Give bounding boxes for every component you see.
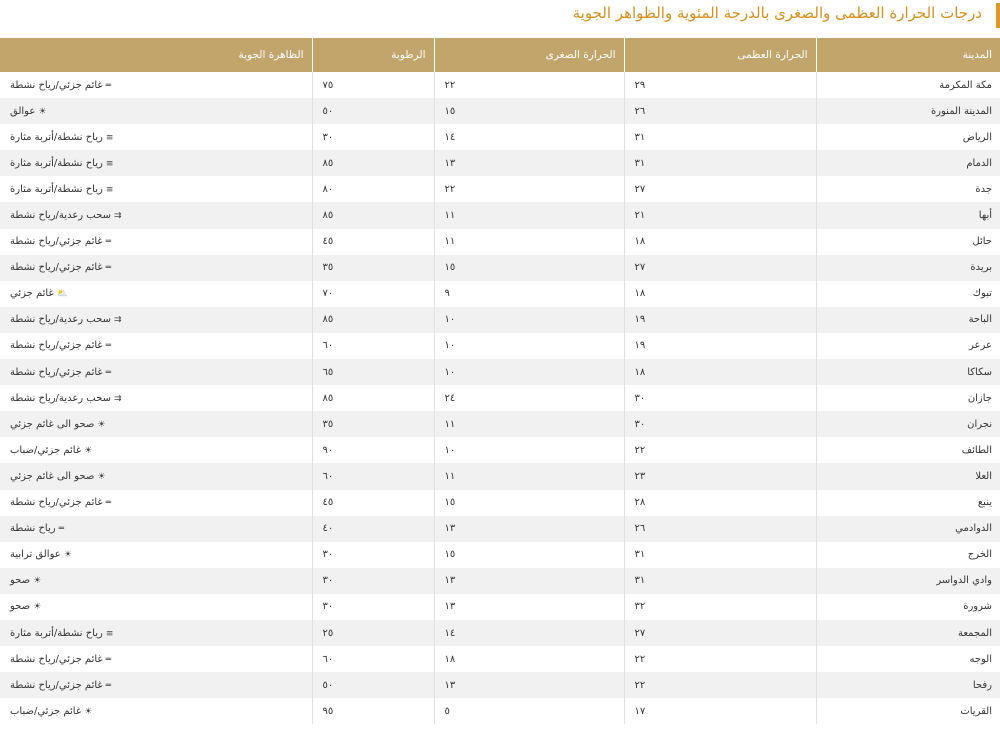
max-temp-cell: ٢٢ (624, 437, 816, 463)
max-temp-cell: ٢٢ (624, 672, 816, 698)
humidity-cell: ٣٠ (312, 542, 434, 568)
table-body (0, 72, 1000, 724)
table-row (0, 202, 1000, 228)
header-humidity: الرطوبة (312, 38, 434, 72)
weather-cell (0, 202, 312, 228)
table-row (0, 672, 1000, 698)
max-temp-cell: ٢١ (624, 202, 816, 228)
humidity-cell: ٦٠ (312, 463, 434, 489)
weather-text: غائم جزئي/رياح نشطة (10, 653, 103, 665)
max-temp-cell: ٣١ (624, 568, 816, 594)
sun-cloud-icon: ☀ (97, 471, 106, 482)
humidity-cell: ٣٥ (312, 255, 434, 281)
table-row (0, 490, 1000, 516)
table-row (0, 72, 1000, 98)
dust-icon: ≡ (105, 158, 114, 169)
min-temp-cell: ١٣ (434, 594, 624, 620)
city-cell: العلا (816, 463, 1000, 489)
header-weather: الظاهرة الجوية (0, 38, 312, 72)
humidity-cell: ٣٥ (312, 411, 434, 437)
weather-cell (0, 646, 312, 672)
humidity-cell: ٨٥ (312, 385, 434, 411)
weather-cell (0, 698, 312, 724)
thunder-wind-icon: ⇉ (113, 315, 122, 326)
min-temp-cell: ١٨ (434, 646, 624, 672)
humidity-cell: ٩٥ (312, 698, 434, 724)
city-cell: الخرج (816, 542, 1000, 568)
weather-text: غائم جزئي/رياح نشطة (10, 79, 103, 91)
max-temp-cell: ٣١ (624, 542, 816, 568)
max-temp-cell: ١٧ (624, 698, 816, 724)
weather-cell (0, 568, 312, 594)
max-temp-cell: ١٨ (624, 359, 816, 385)
humidity-cell: ٦٠ (312, 646, 434, 672)
humidity-cell: ٩٠ (312, 437, 434, 463)
city-cell: القريات (816, 698, 1000, 724)
max-temp-cell: ١٨ (624, 229, 816, 255)
weather-text: عوالق ترابية (10, 549, 61, 561)
weather-text: رياح نشطة/أتربة مثارة (10, 131, 103, 143)
weather-cell (0, 307, 312, 333)
weather-text: رياح نشطة (10, 523, 56, 535)
city-cell: جدة (816, 176, 1000, 202)
wind-icon: ═ (105, 263, 112, 274)
max-temp-cell: ٢٨ (624, 490, 816, 516)
min-temp-cell: ١٥ (434, 255, 624, 281)
max-temp-cell: ٢٣ (624, 463, 816, 489)
max-temp-cell: ١٩ (624, 307, 816, 333)
weather-text: غائم جزئي/رياح نشطة (10, 236, 103, 248)
max-temp-cell: ٣١ (624, 124, 816, 150)
sun-haze-icon: ☀ (63, 550, 72, 561)
humidity-cell: ٨٥ (312, 307, 434, 333)
min-temp-cell: ١٠ (434, 307, 624, 333)
max-temp-cell: ١٨ (624, 281, 816, 307)
max-temp-cell: ٢٧ (624, 176, 816, 202)
table-row (0, 281, 1000, 307)
weather-cell (0, 229, 312, 255)
weather-text: غائم جزئي/رياح نشطة (10, 262, 103, 274)
max-temp-cell: ٢٧ (624, 255, 816, 281)
humidity-cell: ٧٥ (312, 72, 434, 98)
wind-icon: ═ (105, 680, 112, 691)
min-temp-cell: ١٠ (434, 437, 624, 463)
city-cell: حائل (816, 229, 1000, 255)
weather-text: رياح نشطة/أتربة مثارة (10, 627, 103, 639)
weather-text: غائم جزئي/ضباب (10, 705, 82, 717)
max-temp-cell: ٢٦ (624, 98, 816, 124)
table-row (0, 255, 1000, 281)
weather-cell (0, 72, 312, 98)
weather-text: صحو الى غائم جزئي (10, 470, 95, 482)
weather-cell (0, 333, 312, 359)
city-cell: أبها (816, 202, 1000, 228)
humidity-cell: ٢٥ (312, 620, 434, 646)
table-row (0, 176, 1000, 202)
weather-text: غائم جزئي/رياح نشطة (10, 679, 103, 691)
table-row (0, 620, 1000, 646)
table-row (0, 463, 1000, 489)
thunder-wind-icon: ⇉ (113, 211, 122, 222)
weather-text: عوالق (10, 105, 36, 117)
sun-cloud-icon: ☀ (97, 419, 106, 430)
city-cell: سكاكا (816, 359, 1000, 385)
thunder-wind-icon: ⇉ (113, 393, 122, 404)
weather-cell (0, 672, 312, 698)
weather-text: غائم جزئي/رياح نشطة (10, 340, 103, 352)
wind-icon: ═ (58, 524, 64, 535)
sun-icon: ☀ (33, 576, 42, 587)
weather-cell (0, 124, 312, 150)
weather-text: صحو (10, 575, 31, 587)
sun-icon: ☀ (33, 602, 42, 613)
min-temp-cell: ١٤ (434, 620, 624, 646)
max-temp-cell: ٢٢ (624, 646, 816, 672)
weather-cell (0, 490, 312, 516)
city-cell: الوجه (816, 646, 1000, 672)
max-temp-cell: ٢٧ (624, 620, 816, 646)
humidity-cell: ٤٥ (312, 490, 434, 516)
title-accent-bar (996, 3, 1000, 28)
weather-text: سحب رعدية/رياح نشطة (10, 392, 111, 404)
wind-icon: ═ (105, 367, 112, 378)
min-temp-cell: ١٥ (434, 98, 624, 124)
min-temp-cell: ٩ (434, 281, 624, 307)
table-row (0, 307, 1000, 333)
min-temp-cell: ١٠ (434, 359, 624, 385)
min-temp-cell: ١٠ (434, 333, 624, 359)
city-cell: المجمعة (816, 620, 1000, 646)
table-row (0, 594, 1000, 620)
weather-text: رياح نشطة/أتربة مثارة (10, 157, 103, 169)
humidity-cell: ٧٠ (312, 281, 434, 307)
min-temp-cell: ١١ (434, 202, 624, 228)
header-min-temp: الحرارة الصغرى (434, 38, 624, 72)
humidity-cell: ٣٠ (312, 568, 434, 594)
min-temp-cell: ٢٤ (434, 385, 624, 411)
dust-icon: ≡ (105, 132, 114, 143)
city-cell: مكة المكرمة (816, 72, 1000, 98)
wind-icon: ═ (105, 341, 112, 352)
city-cell: الدوادمي (816, 516, 1000, 542)
table-row (0, 150, 1000, 176)
fog-icon: ☀ (84, 706, 93, 717)
dust-icon: ≡ (105, 628, 114, 639)
humidity-cell: ٨٠ (312, 176, 434, 202)
table-row (0, 333, 1000, 359)
min-temp-cell: ١٣ (434, 672, 624, 698)
weather-cell (0, 516, 312, 542)
humidity-cell: ٥٠ (312, 672, 434, 698)
city-cell: شرورة (816, 594, 1000, 620)
weather-cell (0, 150, 312, 176)
humidity-cell: ٦٠ (312, 333, 434, 359)
max-temp-cell: ١٩ (624, 333, 816, 359)
table-row (0, 437, 1000, 463)
weather-cell (0, 463, 312, 489)
page-title: درجات الحرارة العظمى والصغرى بالدرجة المئوية والظواهر الجوية (572, 4, 982, 22)
weather-cell (0, 255, 312, 281)
wind-icon: ═ (105, 654, 112, 665)
city-cell: الرياض (816, 124, 1000, 150)
partly-cloudy-icon: ⛅ (56, 289, 68, 300)
header-max-temp: الحرارة العظمى (624, 38, 816, 72)
weather-cell (0, 594, 312, 620)
weather-cell (0, 281, 312, 307)
weather-cell (0, 620, 312, 646)
min-temp-cell: ١٣ (434, 516, 624, 542)
weather-cell (0, 176, 312, 202)
table-row (0, 229, 1000, 255)
weather-text: غائم جزئي/رياح نشطة (10, 497, 103, 509)
weather-text: غائم جزئي/رياح نشطة (10, 366, 103, 378)
humidity-cell: ٤٠ (312, 516, 434, 542)
weather-table (0, 38, 1000, 724)
max-temp-cell: ٢٩ (624, 72, 816, 98)
humidity-cell: ٥٠ (312, 98, 434, 124)
max-temp-cell: ٣٢ (624, 594, 816, 620)
max-temp-cell: ٣٠ (624, 411, 816, 437)
weather-text: غائم جزئي/ضباب (10, 444, 82, 456)
weather-text: غائم جزئي (10, 288, 54, 300)
city-cell: رفحا (816, 672, 1000, 698)
table-row (0, 124, 1000, 150)
min-temp-cell: ١٥ (434, 490, 624, 516)
page-header (0, 0, 1000, 38)
weather-text: رياح نشطة/أتربة مثارة (10, 183, 103, 195)
humidity-cell: ٣٠ (312, 124, 434, 150)
min-temp-cell: ١٥ (434, 542, 624, 568)
table-row (0, 359, 1000, 385)
table-row (0, 516, 1000, 542)
min-temp-cell: ١١ (434, 229, 624, 255)
weather-text: صحو (10, 601, 31, 613)
header-city: المدينة (816, 38, 1000, 72)
humidity-cell: ٨٥ (312, 150, 434, 176)
max-temp-cell: ٣٠ (624, 385, 816, 411)
humidity-cell: ٦٥ (312, 359, 434, 385)
weather-cell (0, 98, 312, 124)
min-temp-cell: ١٤ (434, 124, 624, 150)
city-cell: الطائف (816, 437, 1000, 463)
min-temp-cell: ٥ (434, 698, 624, 724)
wind-icon: ═ (105, 80, 112, 91)
dust-icon: ≡ (105, 184, 114, 195)
city-cell: جازان (816, 385, 1000, 411)
city-cell: الباحة (816, 307, 1000, 333)
min-temp-cell: ٢٢ (434, 176, 624, 202)
table-row (0, 411, 1000, 437)
humidity-cell: ٨٥ (312, 202, 434, 228)
table-row (0, 98, 1000, 124)
city-cell: بريدة (816, 255, 1000, 281)
city-cell: الدمام (816, 150, 1000, 176)
weather-cell (0, 385, 312, 411)
table-row (0, 646, 1000, 672)
table-row (0, 385, 1000, 411)
min-temp-cell: ١٣ (434, 568, 624, 594)
weather-text: صحو الى غائم جزئي (10, 418, 95, 430)
table-row (0, 698, 1000, 724)
city-cell: نجران (816, 411, 1000, 437)
city-cell: وادي الدواسر (816, 568, 1000, 594)
city-cell: المدينة المنورة (816, 98, 1000, 124)
weather-cell (0, 359, 312, 385)
min-temp-cell: ١٣ (434, 150, 624, 176)
table-row (0, 568, 1000, 594)
min-temp-cell: ١١ (434, 463, 624, 489)
weather-text: سحب رعدية/رياح نشطة (10, 210, 111, 222)
city-cell: تبوك (816, 281, 1000, 307)
wind-icon: ═ (105, 237, 112, 248)
weather-text: سحب رعدية/رياح نشطة (10, 314, 111, 326)
sun-haze-icon: ☀ (38, 106, 47, 117)
city-cell: عرعر (816, 333, 1000, 359)
humidity-cell: ٣٠ (312, 594, 434, 620)
city-cell: ينبع (816, 490, 1000, 516)
fog-icon: ☀ (84, 445, 93, 456)
table-row (0, 542, 1000, 568)
weather-cell (0, 411, 312, 437)
weather-cell (0, 542, 312, 568)
min-temp-cell: ٢٢ (434, 72, 624, 98)
wind-icon: ═ (105, 498, 112, 509)
weather-cell (0, 437, 312, 463)
table-header-row (0, 38, 1000, 72)
max-temp-cell: ٢٦ (624, 516, 816, 542)
min-temp-cell: ١١ (434, 411, 624, 437)
max-temp-cell: ٣١ (624, 150, 816, 176)
humidity-cell: ٤٥ (312, 229, 434, 255)
